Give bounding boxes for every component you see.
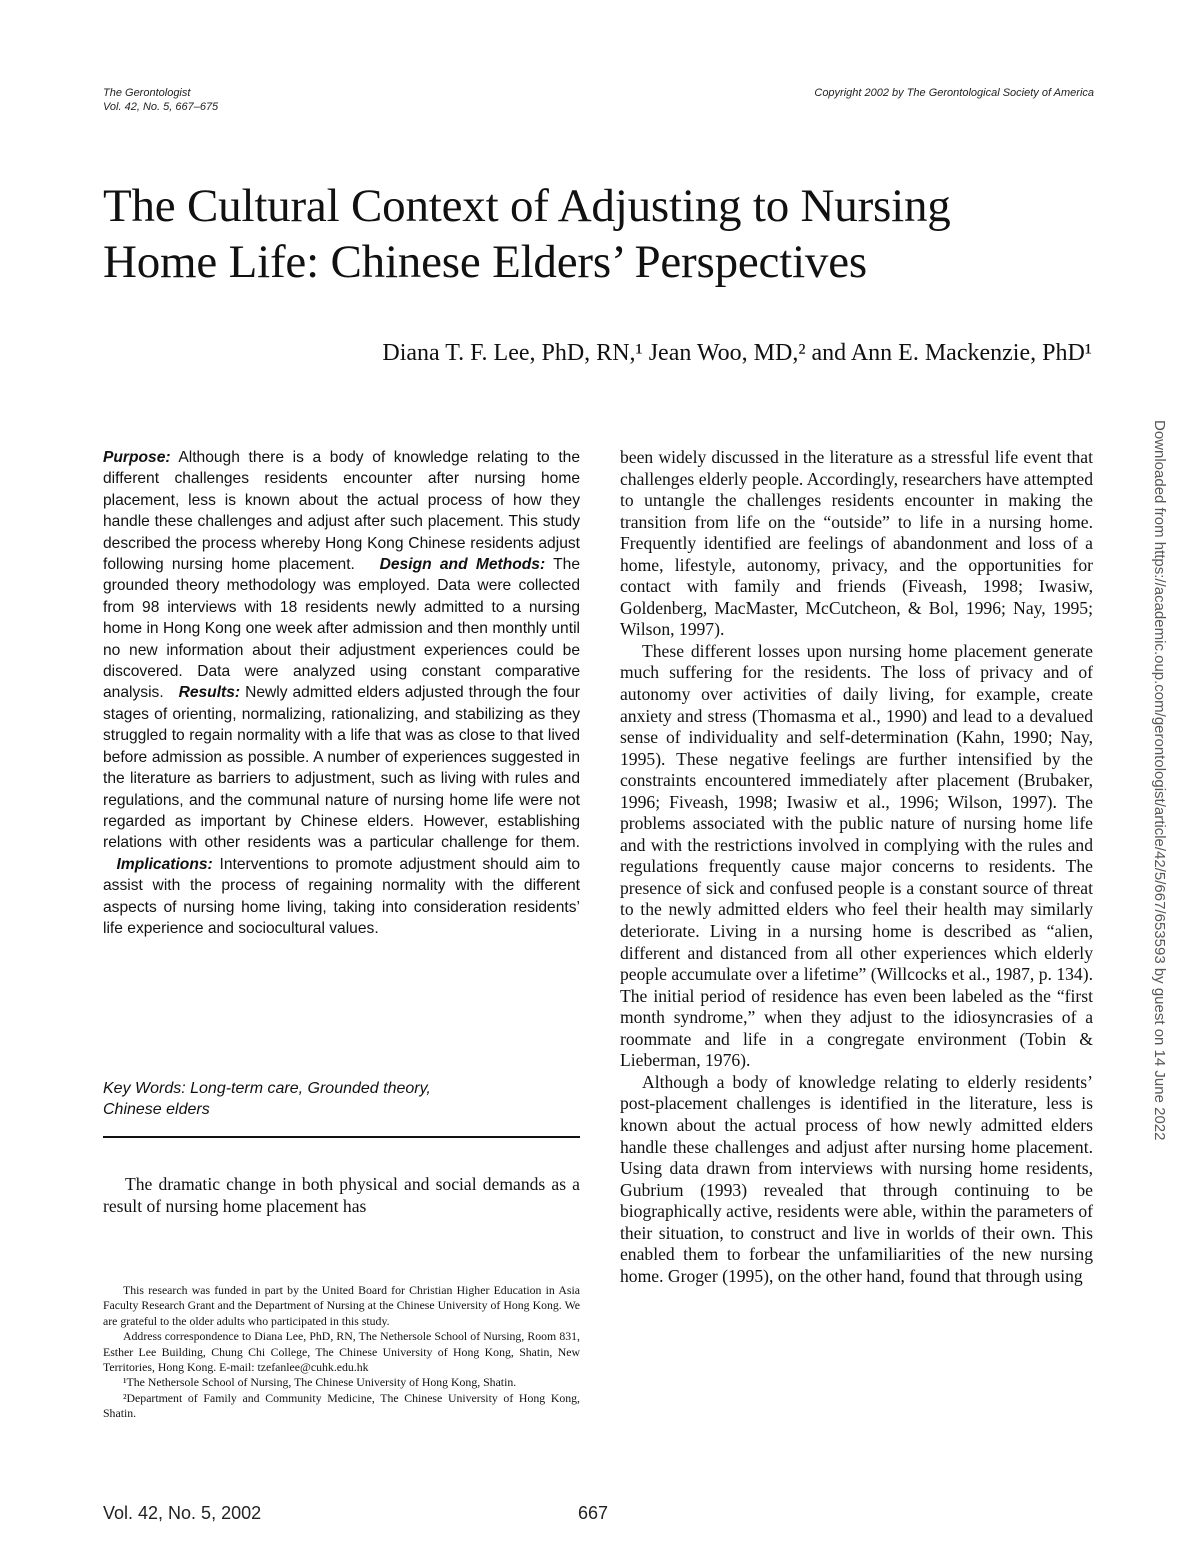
implications-text: Interventions to promote adjustment should aim to assist with the process of regaining normality with the different aspects of nursing home living, taking into consideration residents’ life experience and sociocultural values. <box>103 855 580 937</box>
footnote-funding: This research was funded in part by the United Board for Christian Higher Education in Asia Faculty Research Grant and the Department of Nursing at the Chinese University of Hong Kong. We are grateful to the older adults who participated in this study. <box>103 1283 580 1328</box>
intro-paragraph: The dramatic change in both physical and social demands as a result of nursing home placement has <box>103 1174 580 1216</box>
footer-issue: Vol. 42, No. 5, 2002 <box>103 1503 262 1523</box>
implications-label: Implications: <box>116 855 213 873</box>
footnote-affiliation-2: ²Department of Family and Community Medicine, The Chinese University of Hong Kong, Shatin. <box>103 1390 580 1421</box>
title-line-2: Home Life: Chinese Elders’ Perspectives <box>103 236 867 288</box>
journal-header <box>103 86 218 114</box>
purpose-text: Although there is a body of knowledge relating to the different challenges residents encounter after nursing home placement, less is known about the actual process of how they handle these challenges and adjust after such placement. This study described the process whereby Hong Kong Chinese residents adjust following nursing home placement. <box>103 449 580 574</box>
body-paragraph-2: These different losses upon nursing home placement generate much suffering for the residents. The loss of privacy and of autonomy over activities of daily living, for example, create anxiety and stress (Thomasma et al., 1990) and lead to a devalued sense of individuality and self-determination (Kahn, 1990; Nay, 1995). These negative feelings are further intensified by the constraints encountered immediately after placement (Brubaker, 1996; Fiveash, 1998; Iwasiw et al., 1996; Wilson, 1997). The problems associated with the public nature of nursing home life and with the restrictions involved in complying with the rules and regulations frequently cause major concerns to residents. The presence of sick and confused people is a constant source of threat to the newly admitted elders who feel their health may similarly deteriorate. Living in a nursing home is described as “alien, different and distanced from all other experiences which elderly people accumulate over a lifetime” (Willcocks et al., 1987, p. 134). The initial period of residence has even been labeled as the “first month syndrome,” when they adjust to the idiosyncrasies of a roommate and life in a congregate environment (Tobin & Lieberman, 1976). <box>620 640 1093 1071</box>
download-notice: Downloaded from https://academic.oup.com/gerontologist/article/42/5/667/653593 by guest on 14 June 2022 <box>1151 420 1168 1141</box>
article-title <box>103 178 1103 290</box>
key-words-line-2: Chinese elders <box>103 1101 210 1118</box>
body-paragraph-3: Although a body of knowledge relating to elderly residents’ post-placement challenges is identified in the literature, less is known about the actual process of how newly admitted elders handle these challenges and adjust after nursing home placement. Using data drawn from interviews with nursing home residents, Gubrium (1993) revealed that through continuing to be biographically active, residents were able, within the parameters of their situation, to construct and live in worlds of their own. This enabled them to forbear the unfamiliarities of the new nursing home. Groger (1995), on the other hand, found that through using <box>620 1071 1093 1286</box>
journal-volume: Vol. 42, No. 5, 667–675 <box>103 101 219 113</box>
footnote-affiliation-1: ¹The Nethersole School of Nursing, The Chinese University of Hong Kong, Shatin. <box>123 1375 517 1390</box>
key-words-line-1: Key Words: Long-term care, Grounded theory, <box>103 1080 431 1097</box>
results-text: Newly admitted elders adjusted through the four stages of orienting, normalizing, rationalizing, and stabilizing as they struggled to regain normality with a life that was as close to that lived before admission as possible. A number of experiences suggested in the literature as barriers to adjustment, such as living with rules and regulations, and the communal nature of nursing home life were not regarded as important by Chinese elders. However, establishing relations with other residents was a particular challenge for them. <box>103 684 580 852</box>
design-label: Design and Methods: <box>379 556 546 574</box>
footnote-correspondence: Address correspondence to Diana Lee, PhD, RN, The Nethersole School of Nursing, Room 831, Esther Lee Building, Chung Chi College, The Chinese University of Hong Kong, Shatin, New Territories, Hong Kong. E-mail: tzefanlee@cuhk.edu.hk <box>103 1329 580 1375</box>
abstract <box>103 447 580 939</box>
results-label: Results: <box>178 684 241 702</box>
abstract-divider <box>103 1136 580 1138</box>
body-paragraph-1: been widely discussed in the literature as a stressful life event that challenges elderly people. Accordingly, researchers have attempted to untangle the challenges residents encounter in making the transition from life on the “outside” to life in a nursing home. Frequently identified are feelings of abandonment and loss of a home, lifestyle, autonomy, privacy, and the opportunities for contact with family and friends (Fiveash, 1998; Iwasiw, Goldenberg, MacMaster, McCutcheon, & Bol, 1996; Nay, 1995; Wilson, 1997). <box>620 447 1093 640</box>
page-number: 667 <box>578 1503 609 1523</box>
key-words <box>103 1078 580 1120</box>
footnotes <box>103 1283 580 1422</box>
author-list: Diana T. F. Lee, PhD, RN,¹ Jean Woo, MD,² and Ann E. Mackenzie, PhD¹ <box>382 340 1092 366</box>
copyright-notice: Copyright 2002 by The Gerontological Society of America <box>814 87 1094 99</box>
design-text: The grounded theory methodology was employed. Data were collected from 98 interviews with 18 residents newly admitted to a nursing home in Hong Kong one week after admission and then monthly until no new information about their adjustment experiences could be discovered. Data were analyzed using constant comparative analysis. <box>103 556 580 702</box>
download-sidebar <box>1151 420 1178 1160</box>
journal-name: The Gerontologist <box>103 87 191 99</box>
purpose-label: Purpose: <box>103 449 171 466</box>
right-column-body <box>620 447 1093 1287</box>
title-line-1: The Cultural Context of Adjusting to Nursing <box>103 180 951 232</box>
